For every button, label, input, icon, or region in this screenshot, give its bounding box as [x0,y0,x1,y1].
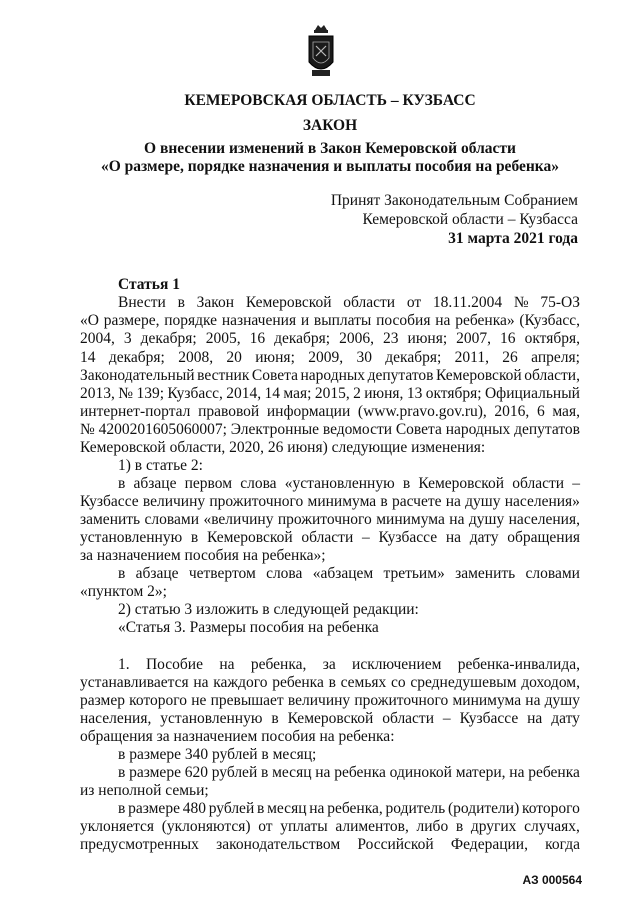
article-3-line: устанавливается на каждого ребенка в семьях со среднедушевым доходом, [80,674,580,691]
adoption-date: 31 марта 2021 года [448,230,578,247]
article-1-line: 14 декабря; 2008, 20 июня; 2009, 30 декабря; 2011, 26 апреля; [80,349,580,366]
adoption-line-1: Принят Законодательным Собранием [330,192,578,209]
item-1-sub-2-line: в абзаце четвертом слова «абзацем третьим» заменить словами [118,565,580,582]
amount-620-line: из неполной семьи; [80,782,209,799]
article-1-line: Внести в Закон Кемеровской области от 18.11.2004 № 75-ОЗ [118,294,580,311]
law-title-line-1: О внесении изменений в Закон Кемеровской области [144,140,516,157]
amount-620-line: в размере 620 рублей в месяц на ребенка одинокой матери, на ребенка [118,764,580,781]
article-1-line: 2004, 3 декабря; 2005, 16 декабря; 2006, 23 июня; 2007, 16 октября, [80,330,580,347]
article-3-quote-heading: «Статья 3. Размеры пособия на ребенка [118,619,379,636]
region-title: КЕМЕРОВСКАЯ ОБЛАСТЬ – КУЗБАСС [184,92,476,109]
document-type: ЗАКОН [302,117,358,134]
article-1-line: интернет-портал правовой информации (www.pravo.gov.ru), 2016, 6 мая, [80,403,580,420]
item-1-line: за назначением пособия на ребенка»; [80,547,326,564]
item-1-line: Кузбассе величину прожиточного минимума в расчете на душу населения» [80,493,580,510]
item-1-sub-2-line: «пунктом 2»; [80,583,167,600]
article-1-line: Законодательный вестник Совета народных депутатов Кемеровской области, [80,367,580,384]
law-title-line-2: «О размере, порядке назначения и выплаты пособия на ребенка» [101,158,559,175]
amount-340: в размере 340 рублей в месяц; [118,746,317,763]
amount-480-line: уклоняется (уклоняются) от уплаты алиментов, либо в других случаях, [80,818,580,835]
coat-of-arms-icon [305,22,337,80]
article-3-line: 1. Пособие на ребенка, за исключением ребенка-инвалида, [118,656,580,673]
amount-480-line: в размере 480 рублей в месяц на ребенка, родитель (родители) которого [118,800,580,817]
article-3-line: обращения за назначением пособия на ребенка: [80,728,395,745]
article-1-heading: Статья 1 [118,276,180,293]
article-1-line: 2013, № 139; Кузбасс, 2014, 14 мая; 2015, 2 июня, 13 октября; Официальный [80,385,580,402]
item-2: 2) статью 3 изложить в следующей редакции: [118,601,419,618]
item-1: 1) в статье 2: [118,457,203,474]
item-1-line: установленную в Кемеровской области – Кузбассе на дату обращения [80,529,580,546]
item-1-line: в абзаце первом слова «установленную в Кемеровской области – [118,475,580,492]
adoption-line-2: Кемеровской области – Кузбасса [362,211,578,228]
article-1-line: № 4200201605060007; Электронные ведомости Совета народных депутатов [80,421,580,438]
serial-number: АЗ 000564 [522,873,582,887]
article-3-line: размер которого не превышает величину прожиточного минимума на душу [80,692,580,709]
article-1-line: Кемеровской области, 2020, 26 июня) следующие изменения: [80,439,486,456]
amount-480-line: предусмотренных законодательством Российской Федерации, когда [80,836,580,853]
item-1-line: заменить словами «величину прожиточного минимума на душу населения, [80,511,580,528]
article-1-line: «О размере, порядке назначения и выплаты пособия на ребенка» (Кузбасс, [80,312,580,329]
article-3-line: населения, установленную в Кемеровской области – Кузбассе на дату [80,710,580,727]
